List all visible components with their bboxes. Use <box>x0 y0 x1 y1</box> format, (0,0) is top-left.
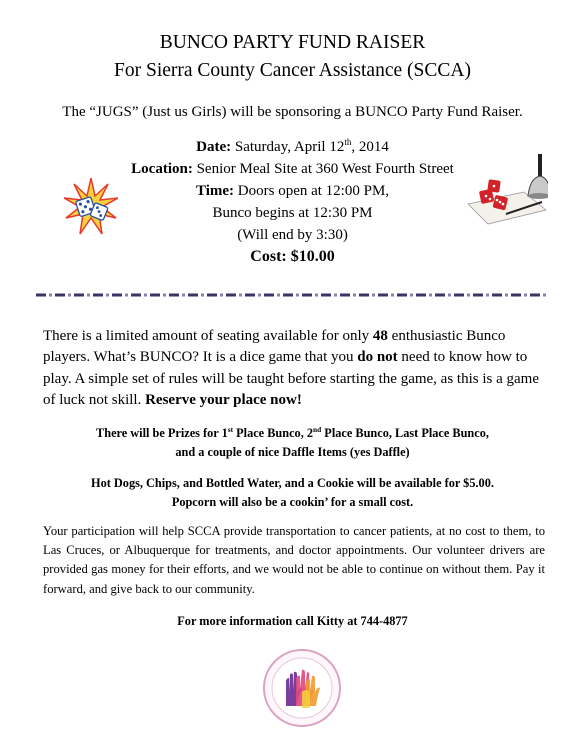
prizes-part-3: Place Bunco, Last Place Bunco, <box>321 426 489 440</box>
cost: Cost: $10.00 <box>250 248 335 265</box>
star-burst-dice-icon <box>64 178 118 236</box>
reserve-callout: Reserve your place now! <box>145 391 302 408</box>
do-not-emphasis: do not <box>357 349 398 366</box>
time-line-3: (Will end by 3:30) <box>237 227 348 243</box>
sponsor-text: The “JUGS” (Just us Girls) will be sponsoring a BUNCO Party Fund Raiser. <box>62 104 523 120</box>
prizes-part-1: There will be Prizes for 1 <box>96 426 228 440</box>
prizes-sup-1: st <box>227 424 234 434</box>
time-value: Doors open at 12:00 PM, <box>234 183 390 199</box>
date-value: Saturday, April 12 <box>231 139 345 155</box>
time-line-2: Bunco begins at 12:30 PM <box>212 205 373 221</box>
food-line-2: Popcorn will also be a cookin’ for a small cost. <box>171 495 414 509</box>
prizes-line-1 <box>0 424 585 443</box>
contact-info: For more information call Kitty at 744-4877 <box>177 614 408 628</box>
participation-paragraph: Your participation will help SCCA provide transportation to cancer patients, at no cost to them, to Las Cruces, or Albuquerque for treatments, and doctor appointments. Our volunteer drivers are provided gas money for their efforts, and we would not be able to continue on without them. Pay it forward, and give back to our community. <box>43 524 545 596</box>
para1-text-3: need to know how to play. A simple set of rules will be taught before starting the game, as this is a game of luck not skill. <box>43 349 539 408</box>
bunco-bell-dice-icon <box>466 152 548 232</box>
title-line-2: For Sierra County Cancer Assistance (SCCA) <box>114 60 471 81</box>
food-line-1: Hot Dogs, Chips, and Bottled Water, and a Cookie will be available for $5.00. <box>91 476 494 490</box>
decorative-divider <box>36 293 547 297</box>
prizes-line-2: and a couple of nice Daffle Items (yes Daffle) <box>175 445 410 459</box>
scca-hands-logo <box>262 648 342 728</box>
para1-text-2: enthusiastic Bunco players. What’s BUNCO? It is a dice game that you <box>43 328 506 366</box>
seat-count: 48 <box>372 328 388 344</box>
prizes-text <box>0 424 585 462</box>
prizes-sup-2: nd <box>313 424 322 434</box>
date-label: Date: <box>196 139 232 155</box>
date-year: , 2014 <box>351 139 389 155</box>
time-label: Time: <box>195 183 235 199</box>
food-text <box>0 474 585 512</box>
prizes-part-2: Place Bunco, 2 <box>233 426 314 440</box>
seating-paragraph <box>43 326 548 411</box>
location-value: Senior Meal Site at 360 West Fourth Street <box>192 161 454 177</box>
title-line-1: BUNCO PARTY FUND RAISER <box>159 32 426 53</box>
date-suffix: th <box>344 137 352 147</box>
location-label: Location: <box>131 161 193 177</box>
para1-text-1: There is a limited amount of seating available for only <box>43 328 373 344</box>
